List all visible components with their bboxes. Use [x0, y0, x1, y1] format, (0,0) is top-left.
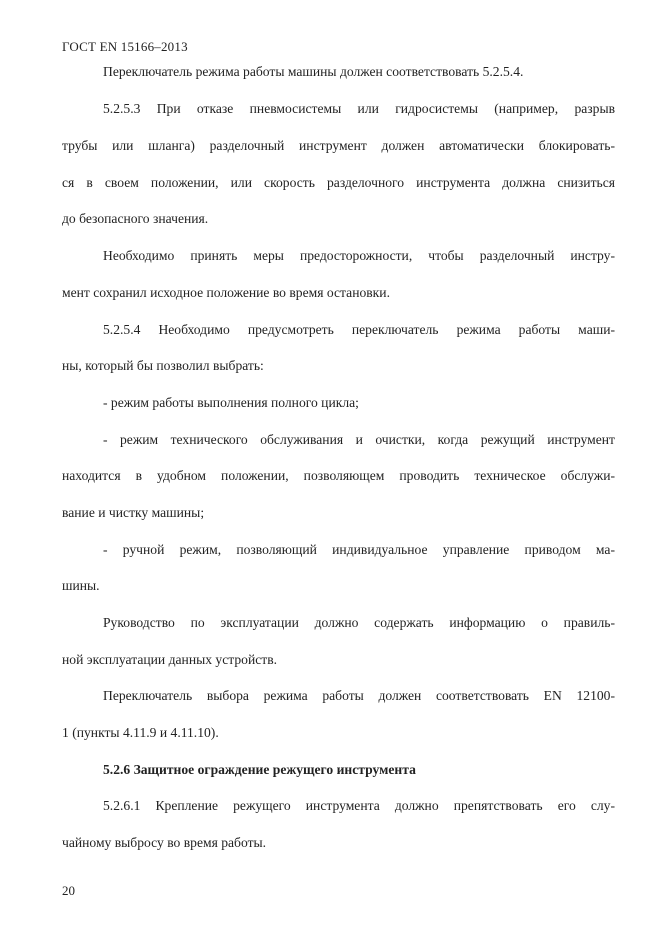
- paragraph-line: Необходимо принять меры предосторожности, чтобы разделочный инстру-: [103, 248, 615, 263]
- paragraph-line: 1 (пункты 4.11.9 и 4.11.10).: [62, 725, 219, 740]
- paragraph-line: находится в удобном положении, позволяющем проводить техническое обслужи-: [62, 468, 615, 483]
- paragraph-line: 5.2.5.3 При отказе пневмосистемы или гидросистемы (например, разрыв: [103, 101, 615, 116]
- paragraph-line: 5.2.6.1 Крепление режущего инструмента должно препятствовать его слу-: [103, 798, 615, 813]
- section-heading: 5.2.6 Защитное ограждение режущего инструмента: [103, 762, 416, 777]
- paragraph-line: шины.: [62, 578, 100, 593]
- paragraph-line: мент сохранил исходное положение во время остановки.: [62, 285, 390, 300]
- list-item: - режим работы выполнения полного цикла;: [103, 395, 359, 410]
- paragraph-line: трубы или шланга) разделочный инструмент должен автоматически блокировать-: [62, 138, 615, 153]
- paragraph-line: 5.2.5.4 Необходимо предусмотреть переключатель режима работы маши-: [103, 322, 615, 337]
- paragraph-line: ся в своем положении, или скорость разделочного инструмента должна снизиться: [62, 175, 615, 190]
- list-item: - ручной режим, позволяющий индивидуальное управление приводом ма-: [103, 542, 615, 557]
- paragraph-line: Переключатель выбора режима работы должен соответствовать EN 12100-: [103, 688, 615, 703]
- paragraph-line: Руководство по эксплуатации должно содержать информацию о правиль-: [103, 615, 615, 630]
- document-header: ГОСТ EN 15166–2013: [62, 39, 188, 54]
- page-number: 20: [62, 883, 75, 898]
- paragraph-line: вание и чистку машины;: [62, 505, 205, 520]
- paragraph-line: ной эксплуатации данных устройств.: [62, 652, 278, 667]
- list-item: - режим технического обслуживания и очистки, когда режущий инструмент: [103, 432, 615, 447]
- paragraph-line: Переключатель режима работы машины должен соответствовать 5.2.5.4.: [103, 64, 524, 79]
- paragraph-line: до безопасного значения.: [62, 211, 209, 226]
- paragraph-line: чайному выбросу во время работы.: [62, 835, 267, 850]
- paragraph-line: ны, который бы позволил выбрать:: [62, 358, 264, 373]
